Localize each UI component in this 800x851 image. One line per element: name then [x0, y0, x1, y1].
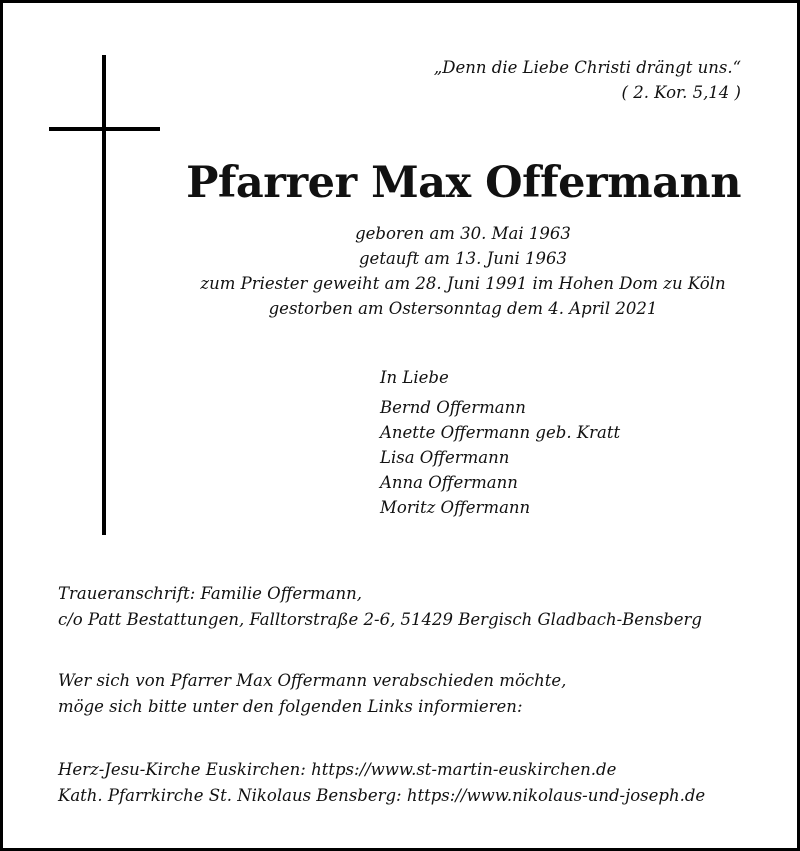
church-links [58, 757, 705, 809]
link-euskirchen[interactable]: Herz-Jesu-Kirche Euskirchen: https://www.st-martin-euskirchen.de [58, 760, 617, 779]
mourner-name: Lisa Offermann [380, 448, 510, 467]
quote-text: „Denn die Liebe Christi drängt uns.“ [433, 58, 741, 77]
date-line: getauft am 13. Juni 1963 [359, 249, 567, 268]
date-line: zum Priester geweiht am 28. Juni 1991 im Hohen Dom zu Köln [200, 274, 726, 293]
quote-reference: ( 2. Kor. 5,14 ) [621, 83, 741, 102]
address-line: Traueranschrift: Familie Offermann, [58, 584, 363, 603]
date-line: gestorben am Ostersonntag dem 4. April 2021 [268, 299, 658, 318]
farewell-line: Wer sich von Pfarrer Max Offermann verabschieden möchte, [58, 671, 567, 690]
date-line: geboren am 30. Mai 1963 [355, 224, 571, 243]
life-dates [163, 221, 763, 321]
bible-quote [434, 55, 741, 105]
mourner-name: Anna Offermann [380, 473, 518, 492]
link-bensberg[interactable]: Kath. Pfarrkirche St. Nikolaus Bensberg: https://www.nikolaus-und-joseph.de [58, 786, 706, 805]
mourning-address [58, 581, 702, 633]
farewell-info [58, 668, 566, 720]
cross-horizontal-bar [49, 127, 160, 131]
mourner-name: Moritz Offermann [380, 498, 531, 517]
address-line: c/o Patt Bestattungen, Falltorstraße 2-6, 51429 Bergisch Gladbach-Bensberg [58, 610, 702, 629]
mourners-intro: In Liebe [380, 368, 449, 387]
mourners-list [380, 365, 620, 520]
deceased-name: Pfarrer Max Offermann [186, 158, 741, 208]
mourner-name: Anette Offermann geb. Kratt [380, 423, 621, 442]
farewell-line: möge sich bitte unter den folgenden Links informieren: [58, 697, 523, 716]
mourner-name: Bernd Offermann [380, 398, 526, 417]
